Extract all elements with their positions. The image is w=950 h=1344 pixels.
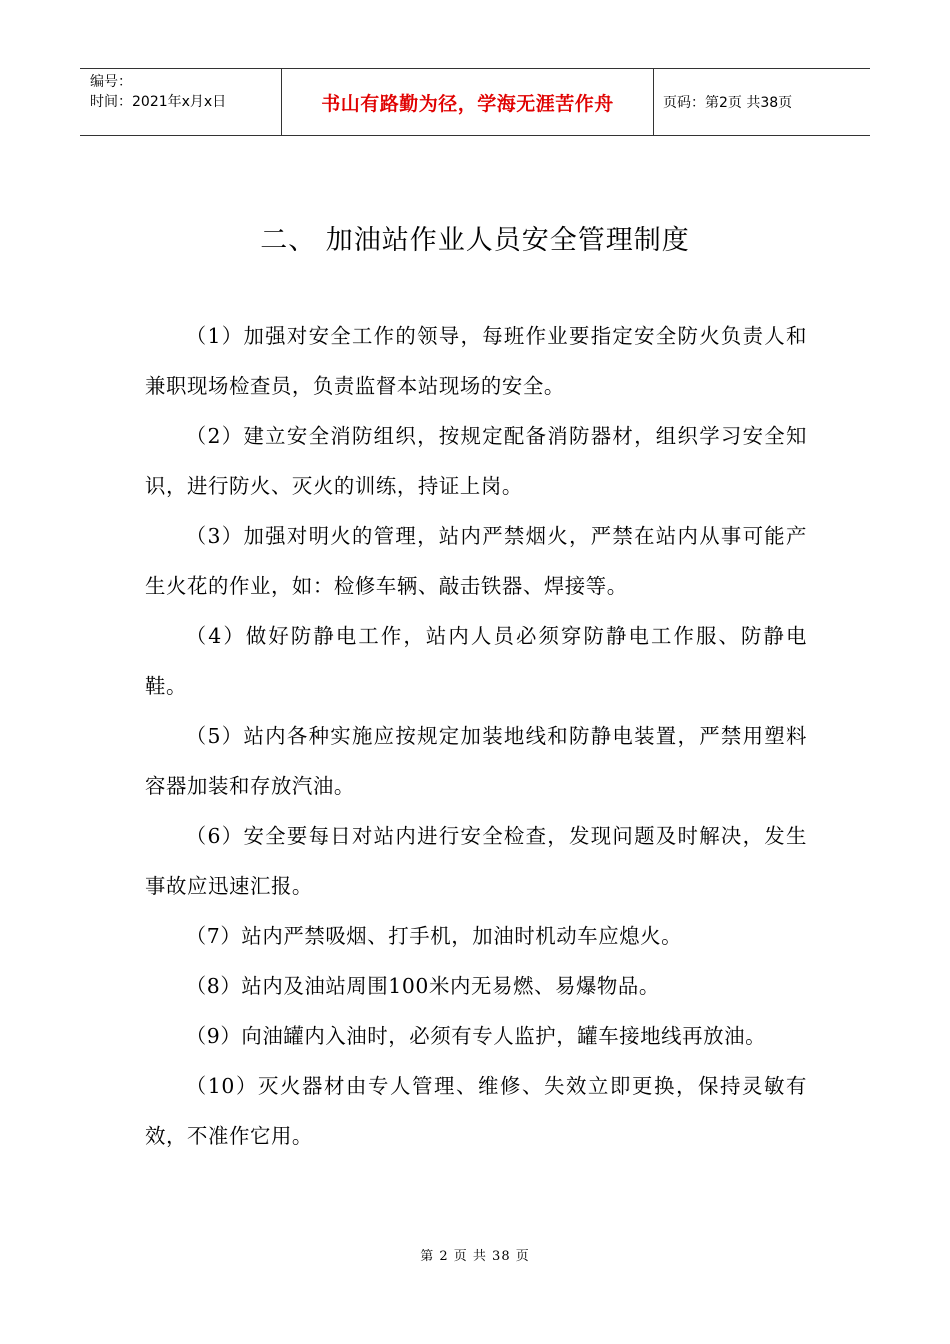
paragraph-10: （10）灭火器材由专人管理、维修、失效立即更换，保持灵敏有效，不准作它用。: [145, 1074, 807, 1148]
header-meta-cell: [80, 69, 282, 135]
paragraph-3: （3）加强对明火的管理，站内严禁烟火，严禁在站内从事可能产生火花的作业，如：检修车辆、敲击铁器、焊接等。: [145, 524, 807, 598]
motto-text: 书山有路勤为径，学海无涯苦作舟: [321, 92, 614, 115]
motto-cell: [282, 69, 654, 135]
paragraph-6: （6）安全要每日对站内进行安全检查，发现问题及时解决，发生事故应迅速汇报。: [145, 824, 807, 898]
page-footer: 第 2 页 共 38 页: [420, 1249, 530, 1264]
header-table: [80, 68, 870, 136]
number-label: 编号：: [90, 74, 132, 90]
paragraph-2: （2）建立安全消防组织，按规定配备消防器材，组织学习安全知识，进行防火、灭火的训练，持证上岗。: [145, 424, 807, 498]
document-title: 二、 加油站作业人员安全管理制度: [260, 225, 690, 256]
paragraph-8: （8）站内及油站周围100米内无易燃、易爆物品。: [185, 974, 660, 998]
page-info-text: 页码：第2页 共38页: [663, 95, 793, 111]
paragraph-1: （1）加强对安全工作的领导，每班作业要指定安全防火负责人和兼职现场检查员，负责监督本站现场的安全。: [145, 324, 807, 398]
paragraph-5: （5）站内各种实施应按规定加装地线和防静电装置，严禁用塑料容器加装和存放汽油。: [145, 724, 807, 798]
document-body: [145, 311, 807, 1161]
paragraph-9: （9）向油罐内入油时，必须有专人监护，罐车接地线再放油。: [185, 1024, 767, 1048]
paragraph-4: （4）做好防静电工作，站内人员必须穿防静电工作服、防静电鞋。: [145, 624, 807, 698]
time-label: 时间：2021年x月x日: [90, 94, 227, 110]
page-info-cell: [654, 69, 870, 135]
paragraph-7: （7）站内严禁吸烟、打手机，加油时机动车应熄火。: [185, 924, 683, 948]
